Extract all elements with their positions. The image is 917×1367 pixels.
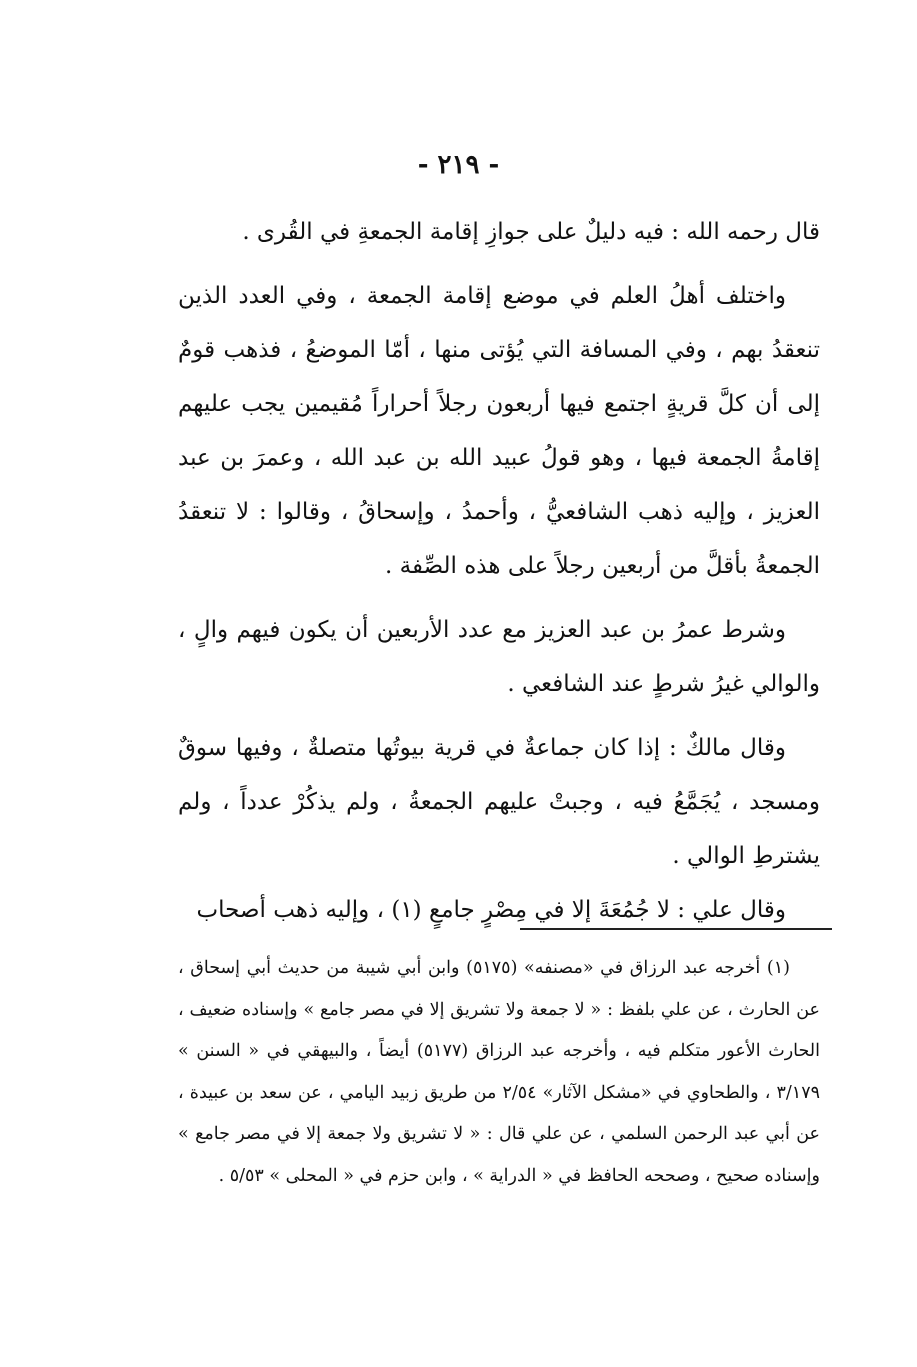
footnotes: [178, 948, 820, 1197]
main-text: [178, 205, 820, 937]
paragraph: قال رحمه الله : فيه دليلٌ على جوازِ إقامة الجمعةِ في القُرى .: [242, 219, 820, 245]
footnote: (١) أخرجه عبد الرزاق في «مصنفه» (٥١٧٥) وابن أبي شيبة من حديث أبي إسحاق ، عن الحارث ، عن علي بلفظ : « لا جمعة ولا تشريق إلا في مصر جامع » وإسناده ضعيف ، الحارث الأعور متكلم فيه ، وأخرجه عبد الرزاق (٥١٧٧) أيضاً ، والبيهقي في « السنن » ٣/١٧٩ ، والطحاوي في «مشكل الآثار» ٢/٥٤ من طريق زبيد اليامي ، عن سعد بن عبيدة ، عن أبي عبد الرحمن السلمي ، عن علي قال : « لا تشريق ولا جمعة إلا في مصر جامع » وإسناده صحيح ، وصححه الحافظ في « الدراية » ، وابن حزم في « المحلى » ٥/٥٣ .: [178, 958, 820, 1186]
paragraph: واختلف أهلُ العلم في موضع إقامة الجمعة ، وفي العدد الذين تنعقدُ بهم ، وفي المسافة التي يُؤتى منها ، أمّا الموضعُ ، فذهب قومٌ إلى أن كلَّ قريةٍ اجتمع فيها أربعون رجلاً أحراراً مُقيمين يجب عليهم إقامةُ الجمعة فيها ، وهو قولُ عبيد الله بن عبد الله ، وعمرَ بن عبد العزيز ، وإليه ذهب الشافعيُّ ، وأحمدُ ، وإسحاقُ ، وقالوا : لا تنعقدُ الجمعةُ بأقلَّ من أربعين رجلاً على هذه الصِّفة .: [178, 283, 820, 579]
paragraph: وشرط عمرُ بن عبد العزيز مع عدد الأربعين أن يكون فيهم والٍ ، والوالي غيرُ شرطٍ عند الشافعي .: [178, 617, 820, 697]
paragraph: وقال مالكٌ : إذا كان جماعةٌ في قرية بيوتُها متصلةٌ ، وفيها سوقٌ ومسجد ، يُجَمَّعُ فيه ، وجبتْ عليهم الجمعةُ ، ولم يذكُرْ عدداً ، ولم يشترطِ الوالي .: [178, 735, 820, 869]
footnote-separator: [520, 928, 832, 930]
page-number: - ٢١٩ -: [417, 150, 500, 180]
paragraph: وقال علي : لا جُمُعَةَ إلا في مِصْرٍ جامعٍ (١) ، وإليه ذهب أصحاب: [196, 897, 786, 923]
